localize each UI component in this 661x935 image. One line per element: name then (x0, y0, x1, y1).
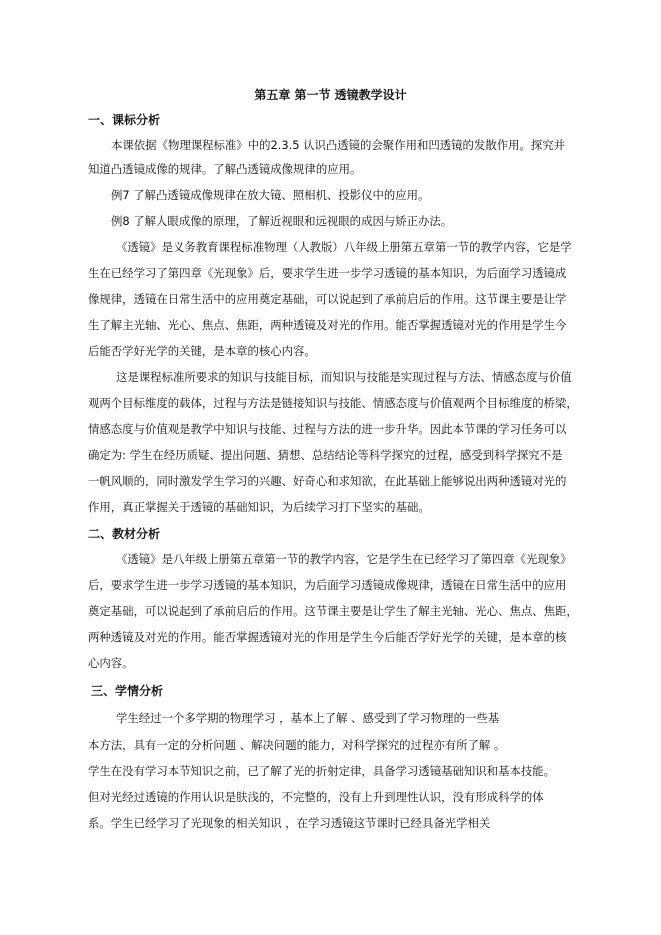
paragraph-line: 《透镜》是八年级上册第五章第一节的教学内容，它是学生在已经学习了第四章《光现象》 (116, 552, 572, 566)
paragraph-line: 像规律，透镜在日常生活中的应用奠定基础，可以说起到了承前启后的作用。这节课主要是让学 (88, 292, 567, 306)
paragraph-line: 例8 了解人眼成像的原理，了解近视眼和远视眼的成因与矫正办法。 (111, 214, 453, 228)
paragraph-line: 生在已经学习了第四章《光现象》后，要求学生进一步学习透镜的基本知识，为后面学习透镜成 (88, 266, 567, 280)
paragraph-line: 确定为: 学生在经历质疑、提出问题、猜想、总结结论等科学探究的过程，感受到科学探究不是 (88, 448, 563, 462)
paragraph-line: 观两个目标维度的载体，过程与方法是链接知识与技能、情感态度与价值观两个目标维度的桥梁， (88, 396, 578, 410)
paragraph-line: 本方法，具有一定的分析问题 、解决问题的能力，对科学探究的过程亦有所了解 。 (88, 738, 506, 752)
section-heading-textbook-analysis: 二、教材分析 (88, 527, 161, 541)
paragraph-line: 学生在没有学习本节知识之前，已了解了光的折射定律，具备学习透镜基础知识和基本技能。 (88, 764, 556, 778)
section-heading-curriculum-analysis: 一、课标分析 (88, 113, 161, 127)
paragraph-line: 作用，真正掌握关于透镜的基础知识，为后续学习打下坚实的基础。 (88, 500, 430, 514)
paragraph-line: 生了解主光轴、光心、焦点、焦距，两种透镜及对光的作用。能否掌握透镜对光的作用是学生今 (88, 318, 567, 332)
paragraph-line: 这是课程标准所要求的知识与技能目标，而知识与技能是实现过程与方法、情感态度与价值 (116, 370, 572, 384)
paragraph-line: 知道凸透镜成像的规律。了解凸透镜成像规律的应用。 (88, 162, 362, 176)
paragraph-line: 本课依据《物理课程标准》中的2.3.5 认识凸透镜的会聚作用和凹透镜的发散作用。探究并 (111, 138, 566, 152)
paragraph-line: 学生经过一个多学期的物理学习 ，基本上了解 、感受到了学习物理的一些基 (116, 711, 500, 725)
paragraph-line: 但对光经过透镜的作用认识是肤浅的，不完整的，没有上升到理性认识，没有形成科学的体 (88, 790, 544, 804)
paragraph-line: 奠定基础，可以说起到了承前启后的作用。这节课主要是让学生了解主光轴、光心、焦点、焦距， (88, 604, 578, 618)
document-title: 第五章 第一节 透镜教学设计 (254, 88, 407, 102)
paragraph-line: 一帆风顺的，同时激发学生学习的兴趣、好奇心和求知欲，在此基础上能够说出两种透镜对光的 (88, 474, 567, 488)
paragraph-line: 两种透镜及对光的作用。能否掌握透镜对光的作用是学生今后能否学好光学的关键，是本章的核 (88, 630, 567, 644)
paragraph-line: 后能否学好光学的关键，是本章的核心内容。 (88, 344, 316, 358)
paragraph-line: 《透镜》是义务教育课程标准物理（人教版）八年级上册第五章第一节的教学内容，它是学 (116, 240, 572, 254)
paragraph-line: 例7 了解凸透镜成像规律在放大镜、照相机、投影仪中的应用。 (111, 188, 430, 202)
paragraph-line: 心内容。 (88, 656, 134, 670)
paragraph-line: 情感态度与价值观是教学中知识与技能、过程与方法的进一步升华。因此本节课的学习任务可以 (88, 422, 567, 436)
paragraph-line: 系。学生已经学习了光现象的相关知识 ，在学习透镜这节课时已经具备光学相关 (88, 816, 491, 830)
section-heading-student-analysis: 三、学情分析 (91, 684, 164, 698)
paragraph-line: 后，要求学生进一步学习透镜的基本知识，为后面学习透镜成像规律，透镜在日常生活中的应用 (88, 578, 567, 592)
